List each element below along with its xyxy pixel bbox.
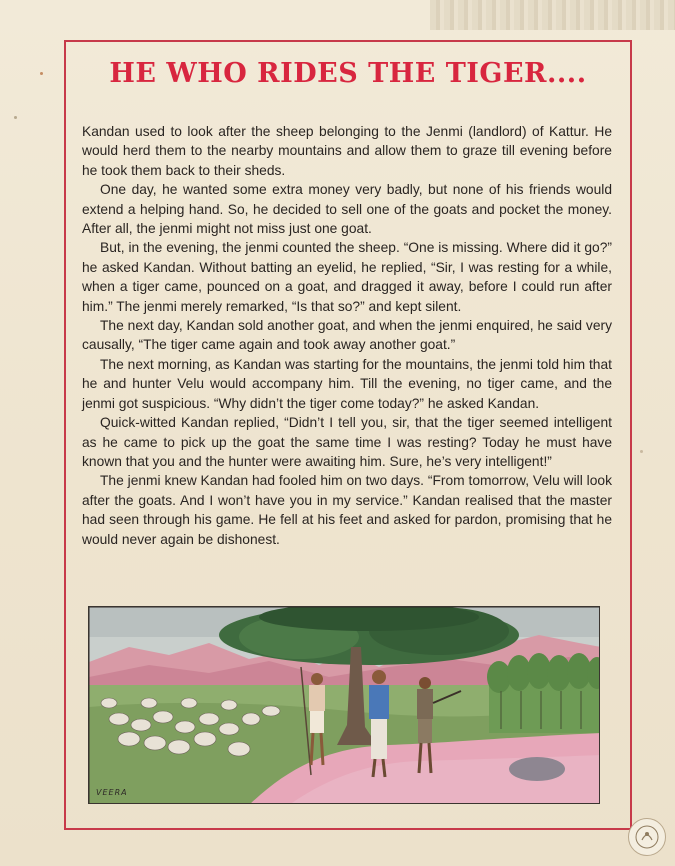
paper-speck bbox=[14, 116, 17, 119]
library-stamp-icon bbox=[628, 818, 666, 856]
story-body bbox=[82, 122, 612, 549]
illustrator-signature: VEERA bbox=[96, 788, 128, 797]
story-paragraph: The next day, Kandan sold another goat, and when the jenmi enquired, he said very causally, “The tiger came again and took away another goat.” bbox=[82, 318, 612, 353]
story-paragraph: Kandan used to look after the sheep belonging to the Jenmi (landlord) of Kattur. He would herd them to the nearby mountains and allow them to graze till evening before he took them back to their sheds. bbox=[82, 124, 612, 178]
story-title: HE WHO RIDES THE TIGER.... bbox=[109, 58, 587, 89]
story-illustration bbox=[88, 606, 600, 804]
story-paragraph: But, in the evening, the jenmi counted the sheep. “One is missing. Where did it go?” he asked Kandan. Without batting an eyelid, he replied, “Sir, I was resting for a while, when a tiger came, pounced on a goat, and dragged it away, before I could run after him.” The jenmi merely remarked, “Is that so?” and kept silent. bbox=[82, 240, 612, 314]
page-edge-strip bbox=[430, 0, 675, 30]
stamp-glyph bbox=[634, 824, 660, 850]
story-paragraph: Quick-witted Kandan replied, “Didn’t I tell you, sir, that the tiger seemed intelligent as he came to pick up the goat the same time I was resting? Today he must have known that you and the hunter were awaiting him. Sure, he’s very intelligent!” bbox=[82, 415, 612, 469]
paper-speck bbox=[640, 450, 643, 453]
story-paragraph: The next morning, as Kandan was starting for the mountains, the jenmi told him that he and hunter Velu would accompany him. Till the evening, no tiger came, and the jenmi got suspicious. “Why didn’t the tiger come today?” he asked Kandan. bbox=[82, 356, 612, 411]
paper-speck bbox=[40, 72, 43, 75]
story-paragraph: One day, he wanted some extra money very badly, but none of his friends would extend a helping hand. So, he decided to sell one of the goats and pocket the money. After all, the jenmi might not miss just one goat. bbox=[82, 182, 612, 237]
story-paragraph: The jenmi knew Kandan had fooled him on two days. “From tomorrow, Velu will look after the goats. And I won’t have you in my service.” Kandan realised that the master had seen through his game. He fell at his feet and asked for pardon, promising that he would never again be dishonest. bbox=[82, 473, 612, 547]
illustration-scene bbox=[89, 607, 600, 804]
